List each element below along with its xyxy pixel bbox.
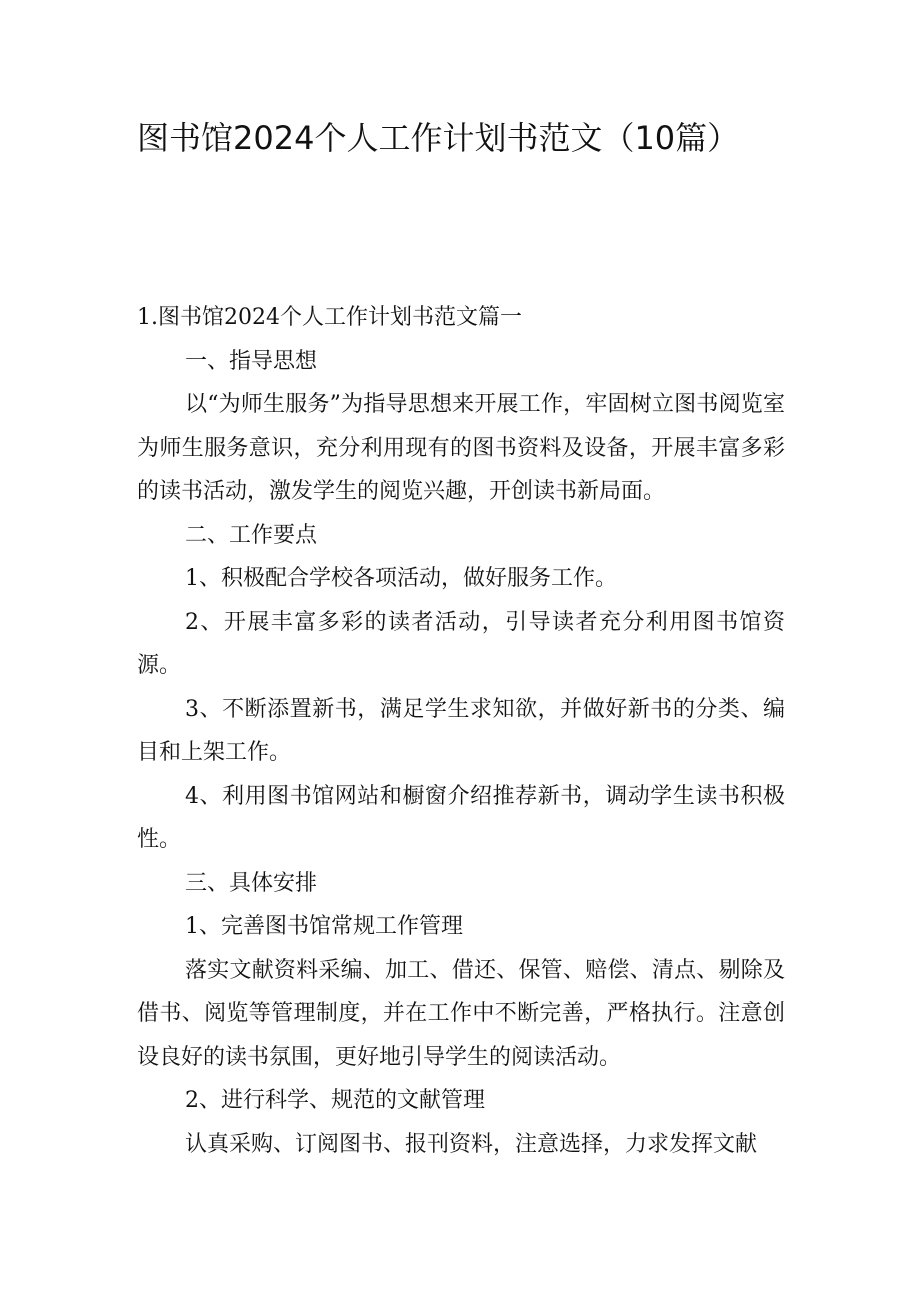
work-point-1: 1、积极配合学校各项活动，做好服务工作。 xyxy=(185,566,617,591)
heading-specific-arrangements: 三、具体安排 xyxy=(185,870,318,896)
section-heading-part-one: 1.图书馆2024个人工作计划书范文篇一 xyxy=(137,305,522,330)
paragraph-guiding-ideology: 以“为师生服务”为指导思想来开展工作，牢固树立图书阅览室为师生服务意识，充分利用现有的图书资料及设备，开展丰富多彩的读书活动，激发学生的阅览兴趣，开创读书新局面。 xyxy=(137,392,785,504)
arrangement-heading-2: 2、进行科学、规范的文献管理 xyxy=(185,1088,485,1113)
arrangement-paragraph-1: 落实文献资料采编、加工、借还、保管、赔偿、清点、剔除及借书、阅览等管理制度，并在工作中不断完善，严格执行。注意创设良好的读书氛围，更好地引导学生的阅读活动。 xyxy=(137,957,785,1070)
arrangement-heading-1: 1、完善图书馆常规工作管理 xyxy=(185,914,463,939)
work-point-3: 3、不断添置新书，满足学生求知欲，并做好新书的分类、编目和上架工作。 xyxy=(137,696,785,765)
work-point-2: 2、开展丰富多彩的读者活动，引导读者充分利用图书馆资源。 xyxy=(137,609,785,678)
heading-guiding-ideology: 一、指导思想 xyxy=(185,348,318,374)
heading-work-points: 二、工作要点 xyxy=(185,522,318,548)
document-title: 图书馆2024个人工作计划书范文（10篇） xyxy=(137,119,740,157)
arrangement-paragraph-2: 认真采购、订阅图书、报刊资料，注意选择，力求发挥文献 xyxy=(185,1131,758,1157)
work-point-4: 4、利用图书馆网站和橱窗介绍推荐新书，调动学生读书积极性。 xyxy=(137,783,785,852)
document-body xyxy=(137,296,785,1166)
